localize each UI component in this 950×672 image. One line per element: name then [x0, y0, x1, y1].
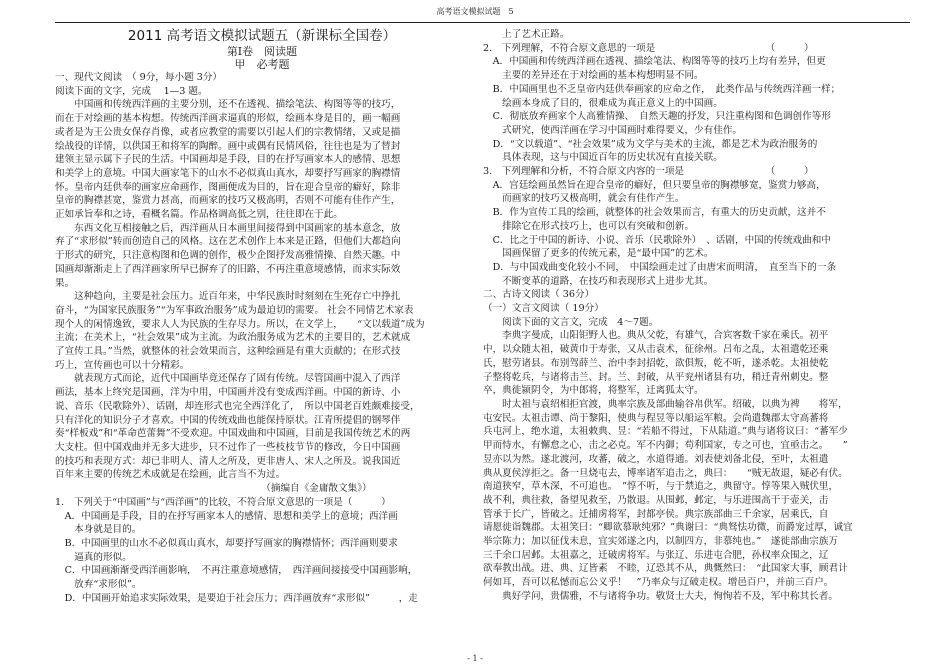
- text-line: D．与中国戏曲变化较小不同， 中国绘画走过了由唐宋而明清， 直至当下的一条: [483, 261, 837, 273]
- text-line: 的技巧和表现方式：却已非明人、清人之所及，更非唐人、宋人之所及。说我国近: [55, 455, 401, 467]
- text-line: 1. 下列关于“中国画”与“西洋画”的比较，不符合原文意思的一项是（ ）: [55, 496, 391, 508]
- text-line: 逼真的形似。: [55, 551, 132, 563]
- text-line: 中国画和传统西洋画的主要分别，还不在透视、描绘笔法、构图等等的技巧，: [55, 99, 401, 111]
- text-line: 三千余口居邺。太祖嘉之，迁破虏将军。与张辽、乐进屯合肥，孙权率众围之，辽: [483, 549, 829, 561]
- text-line: 东西文化互相接触之后，西洋画从日本画里间接得到中国画家的基本意念，放: [55, 222, 401, 234]
- text-line: 百年来主要的传统艺术成就是在绘画，此言当不为过。: [55, 469, 286, 481]
- text-line: 欲奉教出战。进、典、辽皆素 不睦，辽恐其不从，典慨然曰： “此国家大事，顾君计: [483, 563, 848, 575]
- text-line: 中，以众随太祖，破黄巾于寿张，又从击袁术，征徐州。吕布之乱，太祖遣乾还乘: [483, 344, 829, 356]
- text-line: 和美学上的意境。中国大画家笔下的山水不必似真山真水，却要抒写画家的胸襟情: [55, 167, 401, 179]
- left-column: [55, 28, 469, 605]
- text-line: 弃了“求形似”转而创造自己的风格。这在艺术创作上本来是正路，但他们大都趋向: [55, 236, 401, 248]
- text-line: 正如承旨奉和之诗，看概名篇。作品格调高低之别，往往即在于此。: [55, 209, 343, 221]
- text-line: 式研究，使西洋画在学习中国画时难得要义，少有佳作。: [483, 124, 743, 136]
- text-line: 画法，基本上终究是国画，洋为中用，中国画并没有变成西洋画。中国的新诗、小: [55, 387, 401, 399]
- text-line: D．“文以载道”、“社会效果”成为文学与美术的主流，都是艺术为政治服务的: [483, 138, 818, 150]
- text-line: 现个人的闲情逸致，要求人人为民族的生存尽力。所以，在文学上， “文以载道”成为: [55, 318, 425, 330]
- text-line: C．中国画渐渐受西洋画影响， 不再注重意境感情， 西洋画间接接受中国画影响，: [55, 565, 418, 577]
- text-line: 甲而恃水，有懈怠之心，击之必克。军不内御；苟利国家，专之可也，宜亟击之。 ”: [483, 440, 848, 452]
- text-line: 阅读下面的文字，完成 1—3 题。: [55, 85, 208, 97]
- text-line: 2. 下列理解，不符合原文意思的一项是 （ ）: [483, 42, 814, 54]
- text-line: 或者是为王公贵女保存肖像，或者应教堂的需要以引起人们的宗教情绪，又或是描: [55, 126, 401, 138]
- text-line: 果。: [55, 277, 75, 289]
- text-line: （摘编自《金庸散文集》）: [55, 483, 372, 495]
- text-line: 兵屯河上，绝水道，太祖敕典、昱：“若船不得过，下从陆道。”典与诸将议曰：“蕃军少: [483, 426, 848, 438]
- text-line: 3. 下列理解和分析，不符合原文内容的一项是 （ ）: [483, 166, 814, 178]
- running-header: 高考语文模拟试题 5: [436, 7, 514, 16]
- text-line: 主要的差异还在于对绘画的基本构想明显不同。: [483, 70, 704, 82]
- text-line: 排除它在形式技巧上，也可以有突破和创新。: [483, 220, 695, 232]
- text-line: 说、音乐（民歌除外）、话剧，却连形式也完全西洋化了， 所以中国老百姓颇难接受，: [55, 400, 420, 412]
- text-line: 绘战役的详情，以供国王和将军的陶醉。画中或偶有民情风俗，往往也是为了替封: [55, 140, 401, 152]
- text-line: A．宫廷绘画虽然旨在迎合皇帝的癖好，但只要皇帝的胸襟够宽，鉴赏力够高，: [483, 179, 826, 191]
- text-line: 屯安民。太祖击谭、尚于黎阳，使典与程昱等以船运军粮。会尚遣魏郡太守高蕃将: [483, 412, 829, 424]
- text-line: 举宗陈力；加以征伐未息，宜实郊遂之内，以制四方，非慕纯也。” 遂徙部曲宗族万: [483, 536, 839, 548]
- right-column: [483, 28, 910, 604]
- left-text-lines: [55, 71, 469, 605]
- exam-title: 2011 高考语文模拟试题五（新课标全国卷）: [127, 28, 397, 44]
- text-line: 而在于对绘画的基本构想。传统西洋画求逼真的形似，绘画本身是目的，画一幅画: [55, 113, 401, 125]
- text-line: 李典字曼成，山阳钜野人也。典从父乾，有雄气，合宾客数千家在乘氏。初平: [483, 330, 829, 342]
- text-line: 具体表现，这与中国近百年的历史状况有直接关联。: [483, 152, 723, 164]
- text-line: 大支柱。但中国戏曲并无多大进步，只不过作了一些枝枝节节的修改，今日中国画: [55, 441, 401, 453]
- page-number: - 1 -: [467, 654, 483, 663]
- text-line: 就表现方式而论，近代中国画毕竟还保存了固有传统。尽管国画中混入了西洋: [55, 373, 401, 385]
- text-line: A．中国画和传统西洋画在透视、描绘笔法、构图等等的技巧上均有差异，但更: [483, 56, 826, 68]
- text-line: A．中国画是手段，目的在抒写画家本人的感情、思想和美学上的意境；西洋画: [55, 510, 398, 522]
- text-line: 典好学问，贵儒雅，不与诸将争功。敬贤士大夫，恂恂若不及，军中称其长者。: [483, 590, 838, 602]
- text-line: 奋斗，“为国家民族服务”“为军事政治服务”成为最迫切的需要。 社会不同情艺术家表: [55, 304, 414, 316]
- section-heading: 甲 必考题: [234, 58, 290, 71]
- text-line: 只有洋化的知识分子才喜欢。中国的传统戏曲也能保持原状。江青所提倡的钢琴伴: [55, 414, 401, 426]
- text-line: 上了艺术正路。: [483, 29, 570, 40]
- text-line: 子整将乾兵，与诸将击兰、封。兰、封破，从平兖州诸县有功，稍迁青州刺史。整: [483, 371, 829, 383]
- text-line: B．中国画里的山水不必似真山真水，却要抒写画家的胸襟情怀；西洋画则要求: [55, 537, 398, 549]
- text-line: B．中国画里也不乏皇帝内廷供奉画家的应命之作， 此类作品与传统西洋画一样；: [483, 83, 841, 95]
- text-line: 何如耳，吾可以私憾而忘公义乎！ ”乃率众与辽破走权。增邑百户，并前三百户。: [483, 577, 834, 589]
- text-line: D．中国画开始追求实际效果，是要迫于社会压力；西洋画放弃“求形似” ，走: [55, 592, 418, 604]
- text-line: 时太祖与袁绍相拒官渡，典率宗族及部曲输谷帛供军。绍破，以典为裨 将军，: [483, 398, 848, 410]
- text-line: 巧上，宣传画也可以十分精彩。: [55, 359, 190, 371]
- text-line: 二、古诗文阅读（ 36分）: [483, 289, 595, 301]
- text-line: 战不利，典往救，备望见救至，乃散退。从围邺，邺定，与乐进围高干于壶关，击: [483, 494, 829, 506]
- text-line: 南道狭窄，草木深，不可追也。 ”惇不听，与于禁追之，典留守。惇等果入贼伏里，: [483, 481, 839, 493]
- text-line: 氏，慰劳诸县。布别驾薛兰、治中李封招乾，欲俱叛，乾不听，遂杀乾。太祖使乾: [483, 357, 829, 369]
- text-line: 奏“样板戏”和“革命芭蕾舞”不受欢迎。中国戏曲和中国画，目前是我国传统艺术的两: [55, 428, 411, 440]
- text-line: 建领主显示属下子民的生活。中国画却是手段，目的在抒写画家本人的感情、思想: [55, 154, 401, 166]
- volume-heading: 第Ⅰ卷 阅读题: [226, 45, 298, 58]
- text-line: 绘画本身成了目的，很难成为真正意义上的中国画。: [483, 97, 723, 109]
- text-line: C．比之于中国的新诗、小说、音乐（民歌除外） 、话剧，中国的传统戏曲和中: [483, 234, 831, 246]
- text-line: 于形式的研究，只注意构图和色调的创作，极少企图抒发高雅情操、自然天趣。中: [55, 250, 401, 262]
- text-line: 皇帝的胸襟甚宽，鉴赏力甚高，而画家的技巧又极高明，否则不可能有佳作产生，: [55, 195, 401, 207]
- text-line: 请愿徙诣魏郡。太祖笑曰：“卿欲慕耿纯邪？”典谢曰：“典驽怯功微，而爵宠过厚，诚宜: [483, 522, 853, 534]
- text-line: 卒，典徙颍阴令，为中郎将，将整军，迁离狐太守。: [483, 385, 704, 397]
- text-line: （一）文言文阅读（ 19分）: [483, 303, 604, 315]
- text-line: 主流；在美术上，“社会效果”成为主流。为政治服务成为艺术的主要目的，艺术就成: [55, 332, 411, 344]
- text-line: 昱亦以为然。遂北渡河，攻蕃，破之，水道得通。刘表使刘备北侵，至叶，太祖遣: [483, 453, 829, 465]
- text-line: 本身就是目的。: [55, 524, 142, 536]
- text-line: 这种趋向，主要是社会压力。近百年来，中华民族时时刻刻在生死存亡中挣扎: [55, 291, 401, 303]
- text-line: 怀。皇帝内廷供奉的画家应命画作，图画便成为目的，旨在迎合皇帝的癖好，除非: [55, 181, 401, 193]
- text-line: 国画却渐渐走上了西洋画家所早已摒弃了的旧路，不再注重意境感情，而求实际效: [55, 263, 401, 275]
- text-line: 管承于长广，皆破之。迁捕虏将军，封都亭侯。典宗族部曲三千余家，居乘氏，自: [483, 508, 829, 520]
- text-line: 放弃“求形似”。: [55, 579, 142, 591]
- right-text-lines: [483, 28, 910, 604]
- text-line: 国画保留了更多的传统元素，是“最中国”的艺术。: [483, 248, 714, 260]
- text-line: 典从夏侯淳拒之。备一旦烧屯去，博率诸军追击之，典曰： “贼无故退，疑必有伏。: [483, 467, 848, 479]
- text-line: 而画家的技巧又极高明，就会有佳作产生。: [483, 193, 685, 205]
- text-line: C．彻底放弃画家个人高雅情操、 自然天趣的抒发，只注重构图和色调创作等形: [483, 111, 831, 123]
- header-rule: [55, 22, 910, 23]
- text-line: B．作为宣传工具的绘画，就整体的社会效果而言，有重大的历史贡献，这并不: [483, 207, 826, 219]
- text-line: 了宣传工具。”当然，就整体的社会效果而言，这种绘画是有重大贡献的；在形式技: [55, 346, 401, 358]
- text-line: 一、现代文阅读 （ 9分，每小题 3分）: [55, 72, 223, 83]
- text-line: 不断变革的道路，在技巧和表现形式上进步尤其。: [483, 275, 714, 287]
- text-line: 阅读下面的文言文，完成 4～7题。: [483, 316, 659, 328]
